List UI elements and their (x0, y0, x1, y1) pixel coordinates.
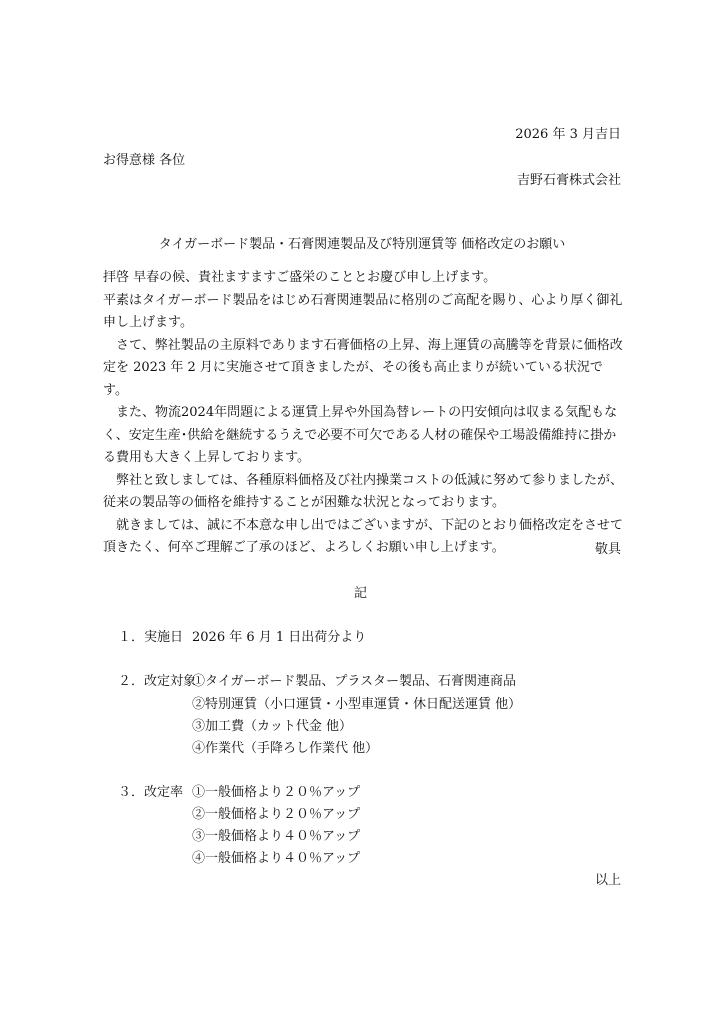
paragraph-4: 弊社と致しましては、各種原料価格及び社内操業コストの低減に努めて参りましたが、従来の製品等の価格を維持することが困難な状況となっております。 (103, 472, 624, 510)
revision-target-label: ２．改定対象 (118, 674, 197, 689)
implementation-date-label: １．実施日 (118, 630, 184, 645)
paragraph-3: また、物流2024年問題による運賃上昇や外国為替レートの円安傾向は収まる気配もなく、安定生産･供給を継続するうえで必要不可欠である人材の確保や工場設備維持に掛かる費用も大きく上昇しております。 (103, 405, 618, 465)
sender-company: 吉野石膏株式会社 (516, 173, 621, 188)
revision-rate-1: ①一般価格より２０％アップ (192, 785, 361, 800)
implementation-date-value: 2026 年 6 月 1 日出荷分より (192, 630, 367, 645)
greeting: 拝啓 早春の候、貴社ますますご盛栄のこととお慶び申し上げます。 (103, 270, 497, 285)
paragraph-1: 平素はタイガーボード製品をはじめ石膏関連製品に格別のご高配を賜り、心より厚く御礼申し上げます。 (103, 292, 623, 330)
paragraph-5: 就きましては、誠に不本意な申し出ではございますが、下記のとおり価格改定をさせて頂きたく、何卒ご理解ご了承のほど、よろしくお願い申し上げます。 (103, 517, 624, 555)
implementation-date-row (118, 626, 366, 645)
revision-target-4: ④作業代（手降ろし作業代 他） (192, 741, 379, 756)
closing-keigu: 敬具 (594, 542, 621, 557)
ki-heading: 記 (354, 586, 368, 601)
revision-target-1: ①タイガーボード製品、プラスター製品、石膏関連商品 (192, 674, 516, 689)
letter-date: 2026 年 3 月吉日 (515, 127, 621, 142)
revision-target-3: ③加工費（カット代金 他） (192, 719, 353, 734)
end-mark: 以上 (594, 873, 621, 888)
letter-body (103, 267, 623, 560)
recipient: お得意様 各位 (103, 153, 186, 168)
revision-target-2: ②特別運賃（小口運賃・小型車運賃・休日配送運賃 他） (192, 697, 522, 712)
page-title: タイガーボード製品・石膏関連製品及び特別運賃等 価格改定のお願い (158, 237, 566, 252)
revision-rate-2: ②一般価格より２０％アップ (192, 807, 361, 822)
revision-rate-3: ③一般価格より４０％アップ (192, 829, 361, 844)
paragraph-2: さて、弊社製品の主原料であります石膏価格の上昇、海上運賃の高騰等を背景に価格改定を 2023 年 2 月に実施させて頂きましたが、その後も高止まりが続いている状況です。 (103, 337, 623, 398)
revision-rate-4: ④一般価格より４０％アップ (192, 851, 361, 866)
revision-rate-label: ３．改定率 (118, 785, 184, 800)
